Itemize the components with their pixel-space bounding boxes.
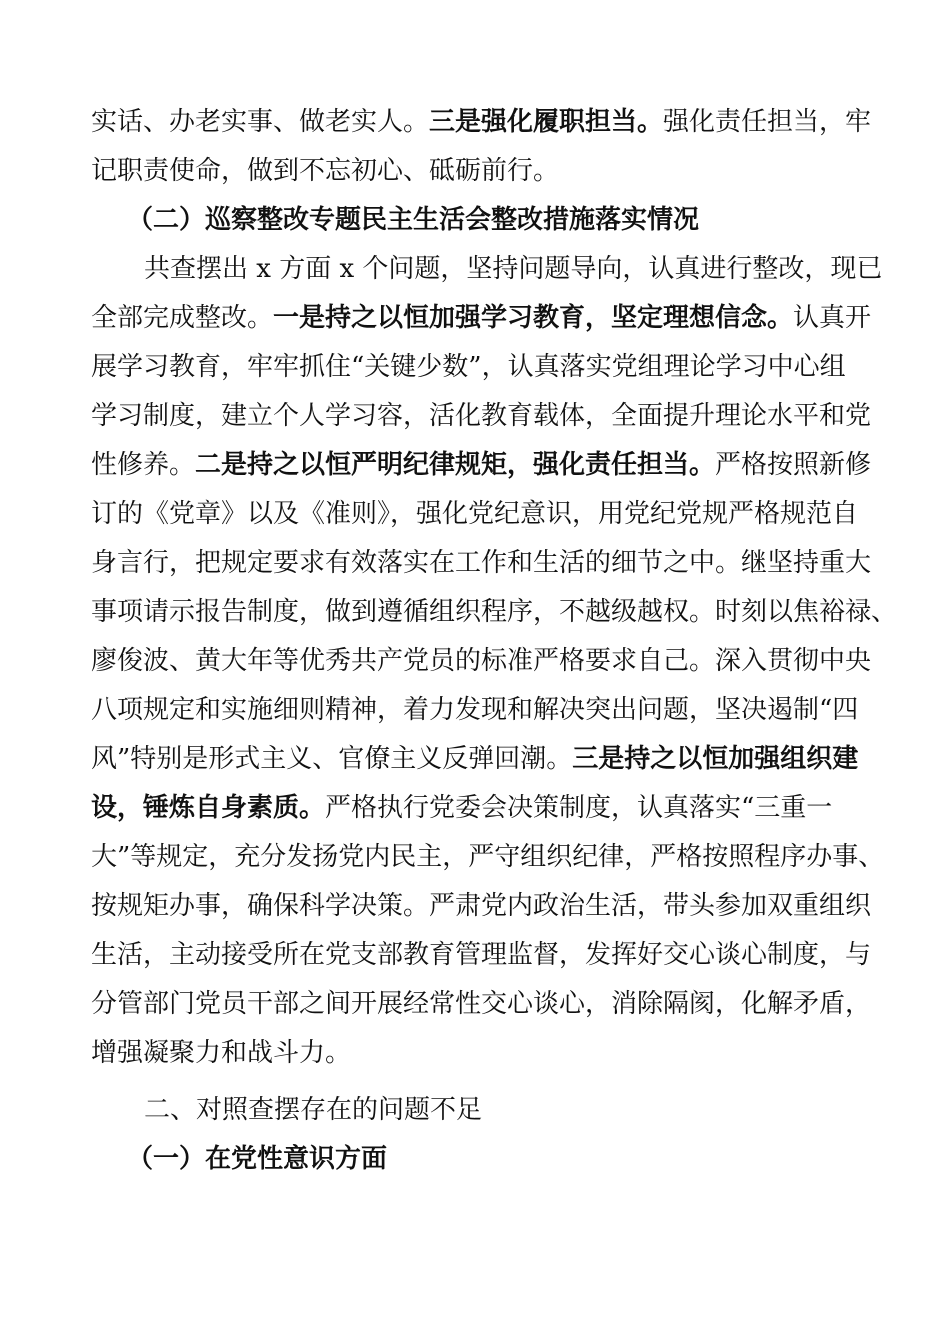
- text-run: 展学习教育，牢牢抓住“关键少数”，认真落实党组理论学习中心组: [91, 352, 846, 382]
- text-run: 风”特别是形式主义、官僚主义反弹回潮。: [91, 744, 573, 774]
- text-run: 分管部门党员干部之间开展经常性交心谈心，消除隔阂，化解矛盾，: [91, 989, 872, 1019]
- text-line: [91, 984, 881, 1024]
- bold-text-run: （二）巡察整改专题民主生活会整改措施落实情况: [127, 205, 700, 235]
- bold-text-run: 二是持之以恒严明纪律规矩，强化责任担当。: [195, 450, 716, 480]
- text-run: 订的《党章》以及《准则》，强化党纪意识，用党纪党规严格规范自: [91, 499, 859, 529]
- text-run: 认真开: [793, 303, 872, 333]
- text-run: 记职责使命，做到不忘初心、砥砺前行。: [91, 156, 560, 186]
- text-line: [91, 396, 881, 436]
- text-run: 大”等规定，充分发扬党内民主，严守组织纪律，严格按照程序办事、: [91, 842, 885, 872]
- bold-text-run: 三是强化履职担当。: [429, 107, 664, 137]
- text-run: 全部完成整改。: [91, 303, 274, 333]
- text-line: [91, 347, 881, 387]
- text-run: 严格按照新修: [715, 450, 872, 480]
- text-run: 学习制度，建立个人学习容，活化教育载体，全面提升理论水平和党: [91, 401, 872, 431]
- text-line: [91, 592, 898, 632]
- text-line: [91, 102, 881, 142]
- bold-text-run: （一）在党性意识方面: [127, 1144, 388, 1174]
- text-run: 增强凝聚力和战斗力。: [91, 1038, 352, 1068]
- text-run: 事项请示报告制度，做到遵循组织程序，不越级越权。时刻以焦裕禄、: [91, 597, 898, 627]
- section-heading-2: [127, 1139, 917, 1179]
- text-run: 实话、办老实事、做老实人。: [91, 107, 430, 137]
- text-run: 性修养。: [91, 450, 196, 480]
- text-run: 严格执行党委会决策制度，认真落实“三重一: [325, 793, 833, 823]
- text-line: [91, 1033, 881, 1073]
- bold-text-run: 设，锤炼自身素质。: [91, 793, 326, 823]
- bold-text-run: 三是持之以恒加强组织建: [572, 744, 859, 774]
- text-run: 生活，主动接受所在党支部教育管理监督，发挥好交心谈心制度，与: [91, 940, 872, 970]
- text-run: 按规矩办事，确保科学决策。严肃党内政治生活，带头参加双重组织: [91, 891, 872, 921]
- section-heading-1: [144, 1090, 934, 1130]
- text-line: [91, 543, 881, 583]
- bold-text-run: 一是持之以恒加强学习教育，坚定理想信念。: [273, 303, 794, 333]
- text-line: [91, 641, 881, 681]
- text-line: [91, 739, 881, 779]
- text-line: [91, 494, 881, 534]
- text-line: [91, 837, 885, 877]
- text-run: 八项规定和实施细则精神，着力发现和解决突出问题，坚决遏制“四: [91, 695, 859, 725]
- text-line: [91, 886, 881, 926]
- text-line: [91, 151, 881, 191]
- text-line: [91, 298, 881, 338]
- text-run: 强化责任担当，牢: [663, 107, 872, 137]
- text-line: [91, 445, 881, 485]
- text-line: [91, 690, 881, 730]
- text-line: [91, 935, 881, 975]
- text-run: 廖俊波、黄大年等优秀共产党员的标准严格要求自己。深入贯彻中央: [91, 646, 872, 676]
- text-line: [91, 788, 881, 828]
- paragraph-first-line: [144, 249, 934, 289]
- text-run: 共查摆出 x 方面 x 个问题，坚持问题导向，认真进行整改，现已: [144, 254, 883, 284]
- section-heading-2: [127, 200, 917, 240]
- text-run: 身言行，把规定要求有效落实在工作和生活的细节之中。继坚持重大: [91, 548, 872, 578]
- text-run: 二、对照查摆存在的问题不足: [144, 1095, 483, 1125]
